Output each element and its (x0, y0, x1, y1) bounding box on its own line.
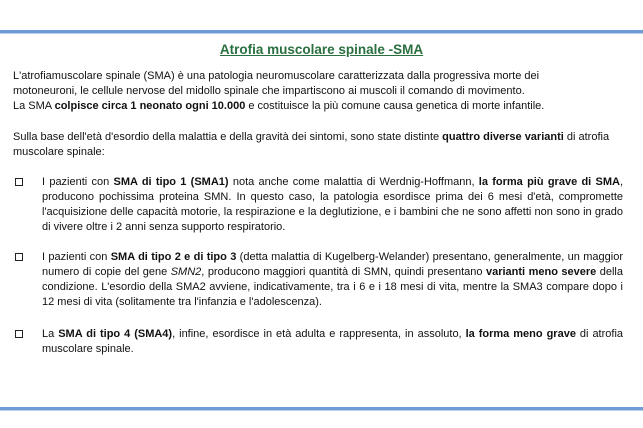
item-highlight: SMA di tipo 4 (SMA4) (58, 328, 173, 340)
item-text: nota anche come malattia di Werdnig-Hoffmann, (228, 176, 479, 188)
checkbox-bullet-icon (15, 330, 23, 338)
item-text: di atrofia muscolare spinale. (42, 328, 624, 355)
page-title (0, 42, 643, 57)
list-item-text (42, 175, 623, 235)
checkbox-bullet-icon (15, 253, 23, 261)
intro-line-1: L'atrofiamuscolare spinale (SMA) è una patologia neuromuscolare caratterizzata dalla progressiva morte dei (13, 70, 540, 82)
item-highlight: SMA di tipo 1 (SMA1) (113, 176, 229, 188)
checkbox-bullet-icon (15, 178, 23, 186)
bottom-divider (0, 407, 643, 411)
list-item-text (42, 250, 623, 310)
item-text: I pazienti con (42, 251, 111, 263)
lead-highlight: quattro diverse varianti (442, 131, 564, 143)
list-item-text (42, 327, 623, 357)
item-highlight: la forma più grave di SMA (478, 176, 620, 188)
intro-line-3 (13, 99, 625, 114)
gene-name: SMN2 (170, 266, 202, 278)
title-text: Atrofia muscolare spinale -SMA (219, 42, 424, 57)
item-highlight: varianti meno severe (485, 266, 597, 278)
top-divider (0, 30, 643, 34)
item-text: della condizione. L'esordio della SMA2 avviene, indicativamente, tra i 6 e i 18 mesi di vita, mentre la SMA3 compare dopo i 12 mesi di vita (solitamente tra l'infanzia e l'adolescenza). (42, 266, 623, 308)
item-text: , infine, esordisce in età adulta e rappresenta, in assoluto, (172, 328, 466, 340)
item-highlight: SMA di tipo 2 e di tipo 3 (110, 251, 237, 263)
intro-highlight: colpisce circa 1 neonato ogni 10.000 (54, 100, 246, 112)
item-text: I pazienti con (42, 176, 114, 188)
item-text: La (42, 328, 59, 340)
lead-paragraph (13, 130, 625, 160)
intro-text: e costituisce la più comune causa genetica di morte infantile. (245, 100, 545, 112)
item-text: , producono maggiori quantità di SMN, quindi presentano (201, 266, 486, 278)
intro-line-2: motoneuroni, le cellule nervose del midollo spinale che impartiscono ai muscoli il comando di movimento. (13, 85, 525, 97)
lead-text: Sulla base dell'età d'esordio della malattia e della gravità dei sintomi, sono state distinte (13, 131, 443, 143)
intro-paragraph (13, 69, 625, 114)
item-highlight: la forma meno grave (465, 328, 576, 340)
intro-text: La SMA (13, 100, 55, 112)
lead-text: di atrofia muscolare spinale: (13, 131, 610, 158)
item-text: , producono pochissima proteina SMN. In questo caso, la patologia esordisce prima dei 6 mesi d'età, compromette l'acquisizione delle capacità motorie, la respirazione e la deglutizione, e i bambini che ne sono affetti non sono in grado di vivere oltre i 2 anni senza supporto respiratorio. (42, 176, 624, 233)
item-text: (detta malattia di Kugelberg-Welander) presentano, generalmente, un maggior numero di copie del gene (42, 251, 623, 278)
